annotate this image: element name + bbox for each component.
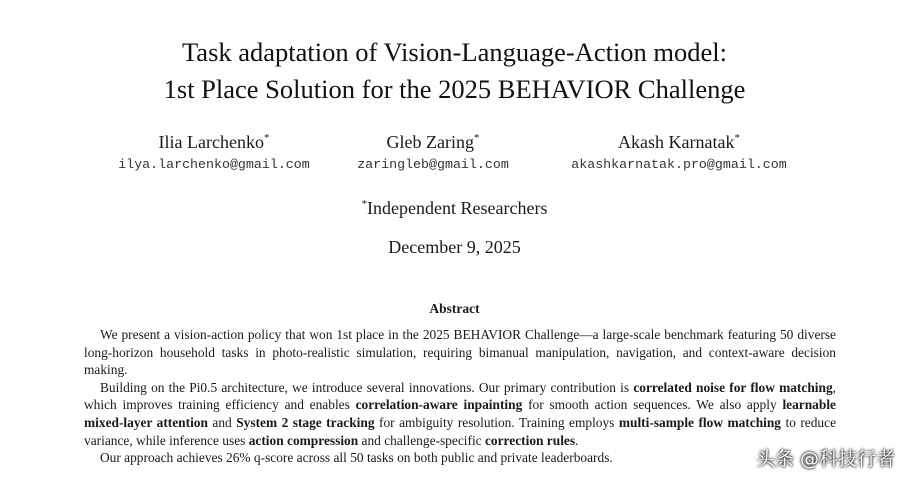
highlight-term: multi-sample flow matching — [618, 414, 782, 430]
highlight-term: action compression — [248, 432, 359, 448]
title-line-1: Task adaptation of Vision-Language-Action model: — [181, 37, 728, 67]
highlight-term: correlation-aware inpainting — [355, 397, 523, 413]
title-line-2: 1st Place Solution for the 2025 BEHAVIOR Challenge — [163, 74, 746, 104]
author-block — [336, 126, 530, 176]
abstract-paragraph-3: Our approach achieves 26% q-score across all 50 tasks on both public and private leaderboards. — [100, 450, 613, 466]
abstract-body — [84, 326, 836, 467]
paper-title — [0, 34, 909, 108]
abstract-heading: Abstract — [429, 301, 480, 316]
highlight-term: correction rules — [484, 432, 576, 448]
author-name: Gleb Zaring* — [386, 132, 480, 152]
highlight-term: System 2 stage tracking — [236, 414, 375, 430]
abstract-paragraph-2: Building on the Pi0.5 architecture, we introduce several innovations. Our primary contribution is correlated noise for flow matching, which improves training efficiency and enables correlation-aware inpainting for smooth action sequences. We also apply learnable mixed-layer attention and System 2 stage tracking for ambiguity resolution. Training employs multi-sample flow matching to reduce variance, while inference uses action compression and challenge-specific correction rules. — [84, 379, 837, 448]
author-email[interactable]: ilya.larchenko@gmail.com — [118, 157, 310, 172]
abstract-paragraph-1: We present a vision-action policy that won 1st place in the 2025 BEHAVIOR Challenge—a large-scale benchmark featuring 50 diverse long-horizon household tasks in photo-realistic simulation, requiring bimanual manipulation, navigation, and context-aware decision making. — [84, 327, 836, 378]
author-block — [548, 126, 810, 176]
author-name: Ilia Larchenko* — [158, 132, 270, 152]
affiliation-mark: * — [734, 132, 740, 144]
affiliation-mark: * — [473, 132, 480, 144]
publication-date: December 9, 2025 — [388, 237, 521, 257]
author-email[interactable]: akashkarnatak.pro@gmail.com — [571, 157, 787, 172]
highlight-term: learnable mixed-layer attention — [84, 397, 836, 430]
watermark: 头条 @科技行者 — [755, 448, 895, 470]
author-block — [98, 126, 330, 176]
author-email[interactable]: zaringleb@gmail.com — [357, 157, 509, 172]
affiliation-mark: * — [361, 198, 368, 210]
affiliation-mark: * — [263, 132, 270, 144]
author-name: Akash Karnatak* — [618, 132, 740, 152]
highlight-term: correlated noise for flow matching — [633, 379, 833, 395]
affiliation: *Independent Researchers — [361, 198, 548, 218]
